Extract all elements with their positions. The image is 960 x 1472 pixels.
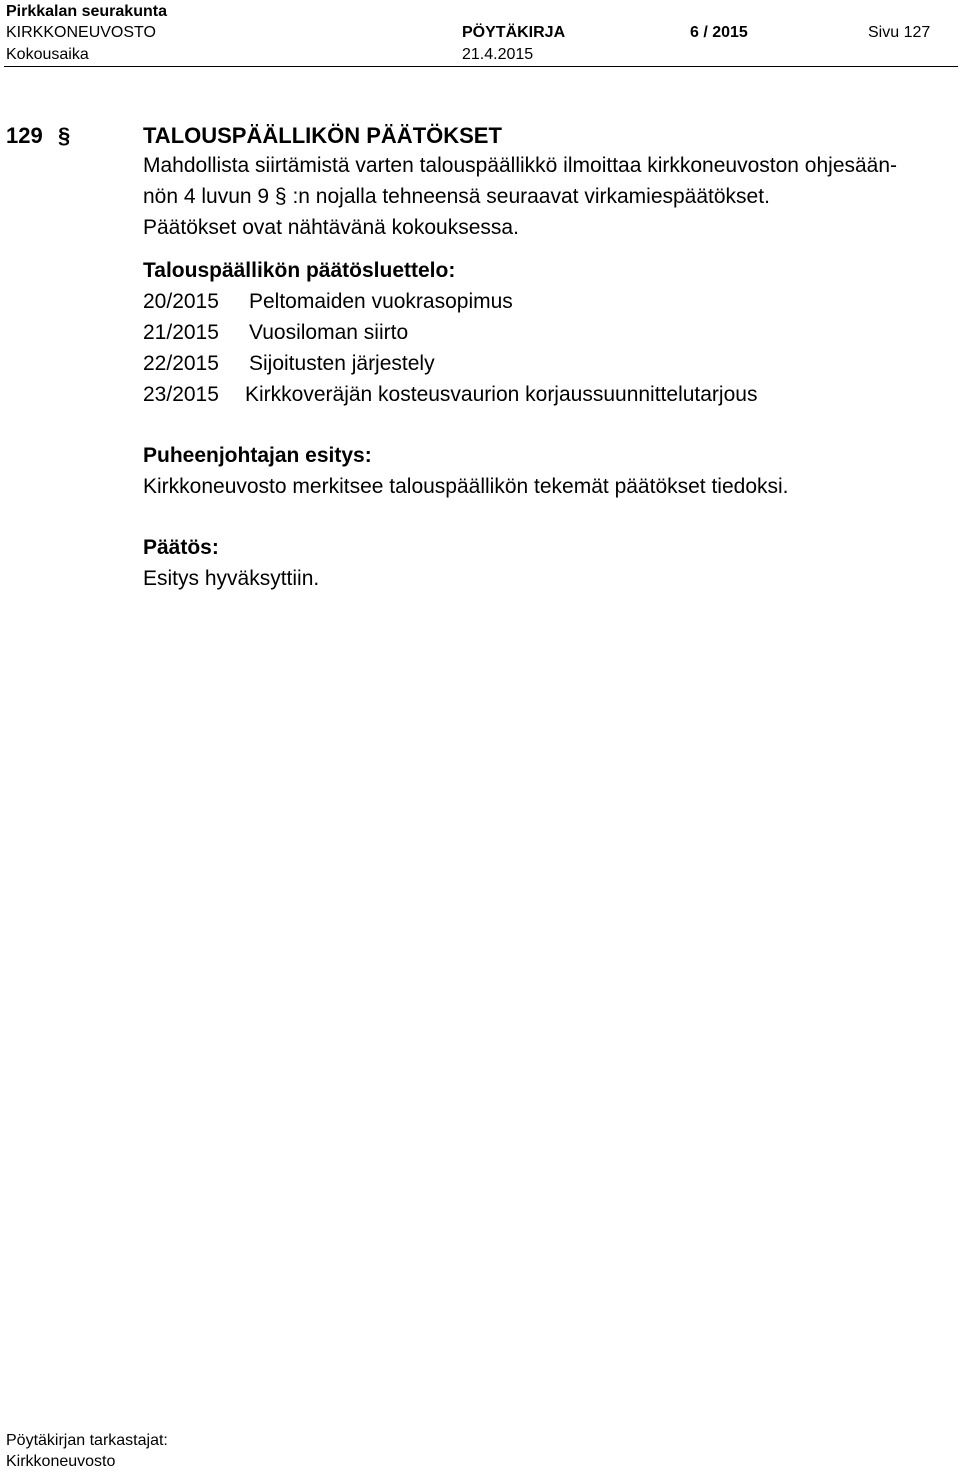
decision-row — [143, 286, 943, 317]
section-mark: § — [58, 123, 71, 148]
decision-text: Esitys hyväksyttiin. — [143, 567, 320, 590]
body-line: Mahdollista siirtämistä varten talouspäällikkö ilmoittaa kirkkoneuvoston ohjesään- — [143, 154, 898, 177]
meeting-time-label: Kokousaika — [6, 46, 89, 63]
header-divider — [4, 66, 958, 67]
page-number: Sivu 127 — [868, 24, 931, 41]
decision-number: 23/2015 — [143, 383, 219, 406]
body-line: nön 4 luvun 9 § :n nojalla tehneensä seuraavat virkamiespäätökset. — [143, 185, 770, 208]
issue-number: 6 / 2015 — [690, 24, 748, 41]
decision-number: 22/2015 — [143, 352, 219, 375]
footer-body-name: Kirkkoneuvosto — [6, 1453, 116, 1470]
decision-heading: Päätös: — [143, 536, 219, 559]
decision-title: Vuosiloman siirto — [249, 321, 409, 344]
proposal-heading: Puheenjohtajan esitys: — [143, 444, 372, 467]
section-content — [143, 122, 943, 594]
body-name: KIRKKONEUVOSTO — [6, 24, 156, 41]
decision-title: Kirkkoveräjän kosteusvaurion korjaussuunnittelutarjous — [245, 383, 758, 406]
section-title: TALOUSPÄÄLLIKÖN PÄÄTÖKSET — [143, 123, 502, 148]
decision-number: 21/2015 — [143, 321, 219, 344]
meeting-date: 21.4.2015 — [462, 46, 534, 63]
decision-row — [143, 379, 943, 410]
document-type: PÖYTÄKIRJA — [462, 24, 566, 41]
decision-row — [143, 348, 943, 379]
body-line: Päätökset ovat nähtävänä kokouksessa. — [143, 216, 519, 239]
decision-row — [143, 317, 943, 348]
decision-title: Sijoitusten järjestely — [249, 352, 435, 375]
decision-number: 20/2015 — [143, 290, 219, 313]
reviewers-label: Pöytäkirjan tarkastajat: — [6, 1432, 168, 1449]
organization-name: Pirkkalan seurakunta — [6, 3, 167, 20]
decision-list-heading: Talouspäällikön päätösluettelo: — [143, 259, 456, 282]
section-number: 129 — [6, 123, 43, 148]
section-body — [143, 150, 943, 243]
proposal-text: Kirkkoneuvosto merkitsee talouspäällikön tekemät päätökset tiedoksi. — [143, 475, 789, 498]
decision-title: Peltomaiden vuokrasopimus — [249, 290, 513, 313]
